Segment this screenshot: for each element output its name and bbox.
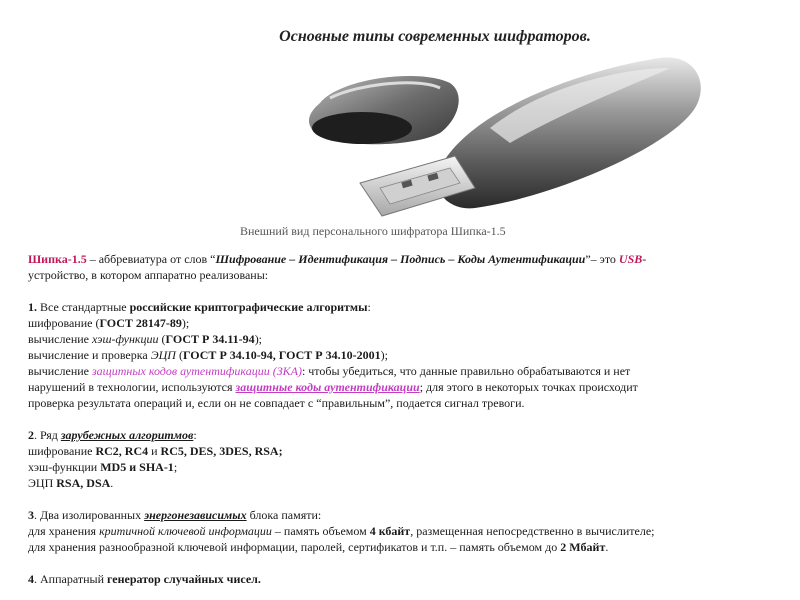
- device-name: Шипка-1.5: [28, 252, 87, 266]
- page-title: Основные типы современных шифраторов.: [279, 28, 591, 45]
- content-body: [28, 251, 768, 587]
- intro-paragraph: Шипка-1.5 – аббревиатура от слов “Шифрование – Идентификация – Подпись – Коды Аутентификации”– это USB- устройство, в котором аппаратно реализованы:: [28, 252, 647, 282]
- usb-token-image: [290, 48, 710, 218]
- section-1: 1. Все стандартные российские криптографические алгоритмы: шифрование (ГОСТ 28147-89); вычисление хэш-функции (ГОСТ Р 34.11-94); вычисление и проверка ЭЦП (ГОСТ Р 34.10-94, ГОСТ Р 34.10-2001); вычисление защитных кодов аутентификации (ЗКА): чтобы убедиться, что данные правильно обрабатываются и нет нарушений в технологии, используются защитные коды аутентификации; для этого в некоторых точках происходит проверка результата операций и, если он не совпадает с “правильным”, подается сигнал тревоги.: [28, 300, 638, 410]
- image-caption: Внешний вид персонального шифратора Шипка-1.5: [240, 224, 506, 238]
- section-2: 2. Ряд зарубежных алгоритмов: шифрование RC2, RC4 и RC5, DES, 3DES, RSA; хэш-функции MD5 и SHA-1; ЭЦП RSA, DSA.: [28, 428, 283, 490]
- section-4: 4. Аппаратный генератор случайных чисел.: [28, 572, 261, 586]
- section-3: 3. Два изолированных энергонезависимых блока памяти: для хранения критичной ключевой информации – память объемом 4 кбайт, размещенная непосредственно в вычислителе; для хранения разнообразной ключевой информации, паролей, сертификатов и т.п. – память объемом до 2 Мбайт.: [28, 508, 655, 554]
- usb-term: USB: [618, 252, 643, 266]
